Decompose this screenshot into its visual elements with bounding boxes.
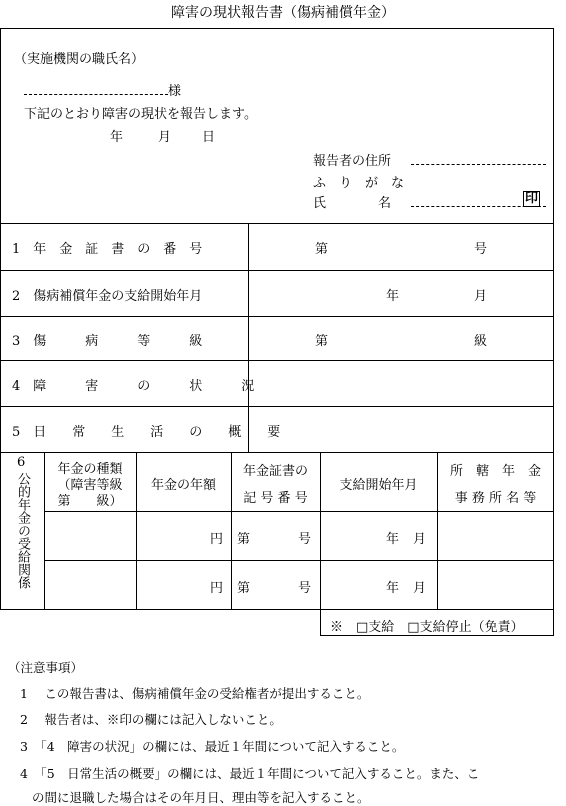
note-4b: の間に退職した場合はその年月日、理由等を記入すること。 [32, 790, 370, 805]
row5-label: 5 日 常 生 活 の 概 要 [12, 425, 281, 440]
notes-heading: （注意事項） [8, 660, 84, 675]
row1-go: 号 [474, 242, 488, 257]
row-divider [0, 270, 554, 271]
header-type-2: （障害等級 [57, 478, 123, 493]
header-type-1: 年金の種類 [57, 462, 123, 477]
name-label: 氏 名 [313, 196, 392, 211]
note-3: 3 「4 障害の状況」の欄には、最近１年間について記入すること。 [20, 739, 405, 754]
row-month: 月 [413, 532, 427, 547]
row2-label: 2 傷病補償年金の支給開始年月 [12, 289, 203, 304]
footnote-right-edge [553, 610, 554, 635]
intro-text: 下記のとおり障害の現状を報告します。 [24, 107, 257, 122]
address-line[interactable] [411, 164, 546, 165]
row3-label: 3 傷 病 等 級 [12, 334, 203, 349]
office-use-footnote: ※ □支給 □支給停止（免責） [330, 620, 524, 635]
address-label: 報告者の住所 [313, 154, 392, 169]
recipient-line[interactable] [24, 94, 168, 95]
date-month: 月 [158, 130, 172, 145]
seal-mark: 印 [525, 191, 539, 206]
row-year: 年 [386, 532, 400, 547]
row1-dai: 第 [315, 242, 329, 257]
row2-month: 月 [474, 289, 488, 304]
header-office-1: 所 轄 年 金 [449, 464, 541, 479]
pension-side-label: 公的年金の受給関係 [15, 472, 30, 589]
honorific: 様 [168, 84, 182, 99]
header-cert-2: 記 号 番 号 [243, 491, 308, 506]
header-amount: 年金の年額 [150, 478, 216, 493]
row-month: 月 [413, 581, 427, 596]
note-2: 2 報告者は、※印の欄には記入しないこと。 [20, 712, 282, 727]
row-divider [0, 316, 554, 317]
pension-row-divider [44, 560, 554, 561]
row1-label: 1 年 金 証 書 の 番 号 [12, 242, 203, 257]
page-title: 障害の現状報告書（傷病補償年金） [171, 5, 395, 21]
row2-year: 年 [386, 289, 400, 304]
row-year: 年 [386, 581, 400, 596]
furigana-label: ふ り が な [313, 176, 405, 191]
row-divider [0, 223, 554, 224]
header-start: 支給開始年月 [339, 478, 418, 493]
header-type-3: 第 級） [57, 494, 123, 509]
row-dai: 第 [237, 532, 251, 547]
row-divider [0, 406, 554, 407]
row-yen: 円 [210, 532, 224, 547]
footnote-bottom [320, 635, 554, 636]
row-yen: 円 [210, 581, 224, 596]
pension-header-divider [44, 511, 554, 512]
note-1: 1 この報告書は、傷病補償年金の受給権者が提出すること。 [20, 686, 370, 701]
row4-label: 4 障 害 の 状 況 [12, 379, 255, 394]
date-year: 年 [110, 130, 124, 145]
row-dai: 第 [237, 581, 251, 596]
row-go: 号 [298, 532, 312, 547]
row-divider [0, 452, 554, 453]
label-divider [248, 223, 249, 452]
row3-dai: 第 [315, 334, 329, 349]
row3-kyu: 級 [474, 334, 488, 349]
recipient-label: （実施機関の職氏名） [14, 52, 145, 67]
header-cert-1: 年金証書の [242, 464, 308, 479]
row-go: 号 [298, 581, 312, 596]
pension-side-number: 6 [17, 455, 26, 470]
row-divider [0, 360, 554, 361]
header-office-2: 事 務 所 名 等 [454, 491, 537, 506]
note-4a: 4 「5 日常生活の概要」の欄には、最近１年間について記入すること。また、こ [20, 766, 480, 781]
date-day: 日 [202, 130, 216, 145]
